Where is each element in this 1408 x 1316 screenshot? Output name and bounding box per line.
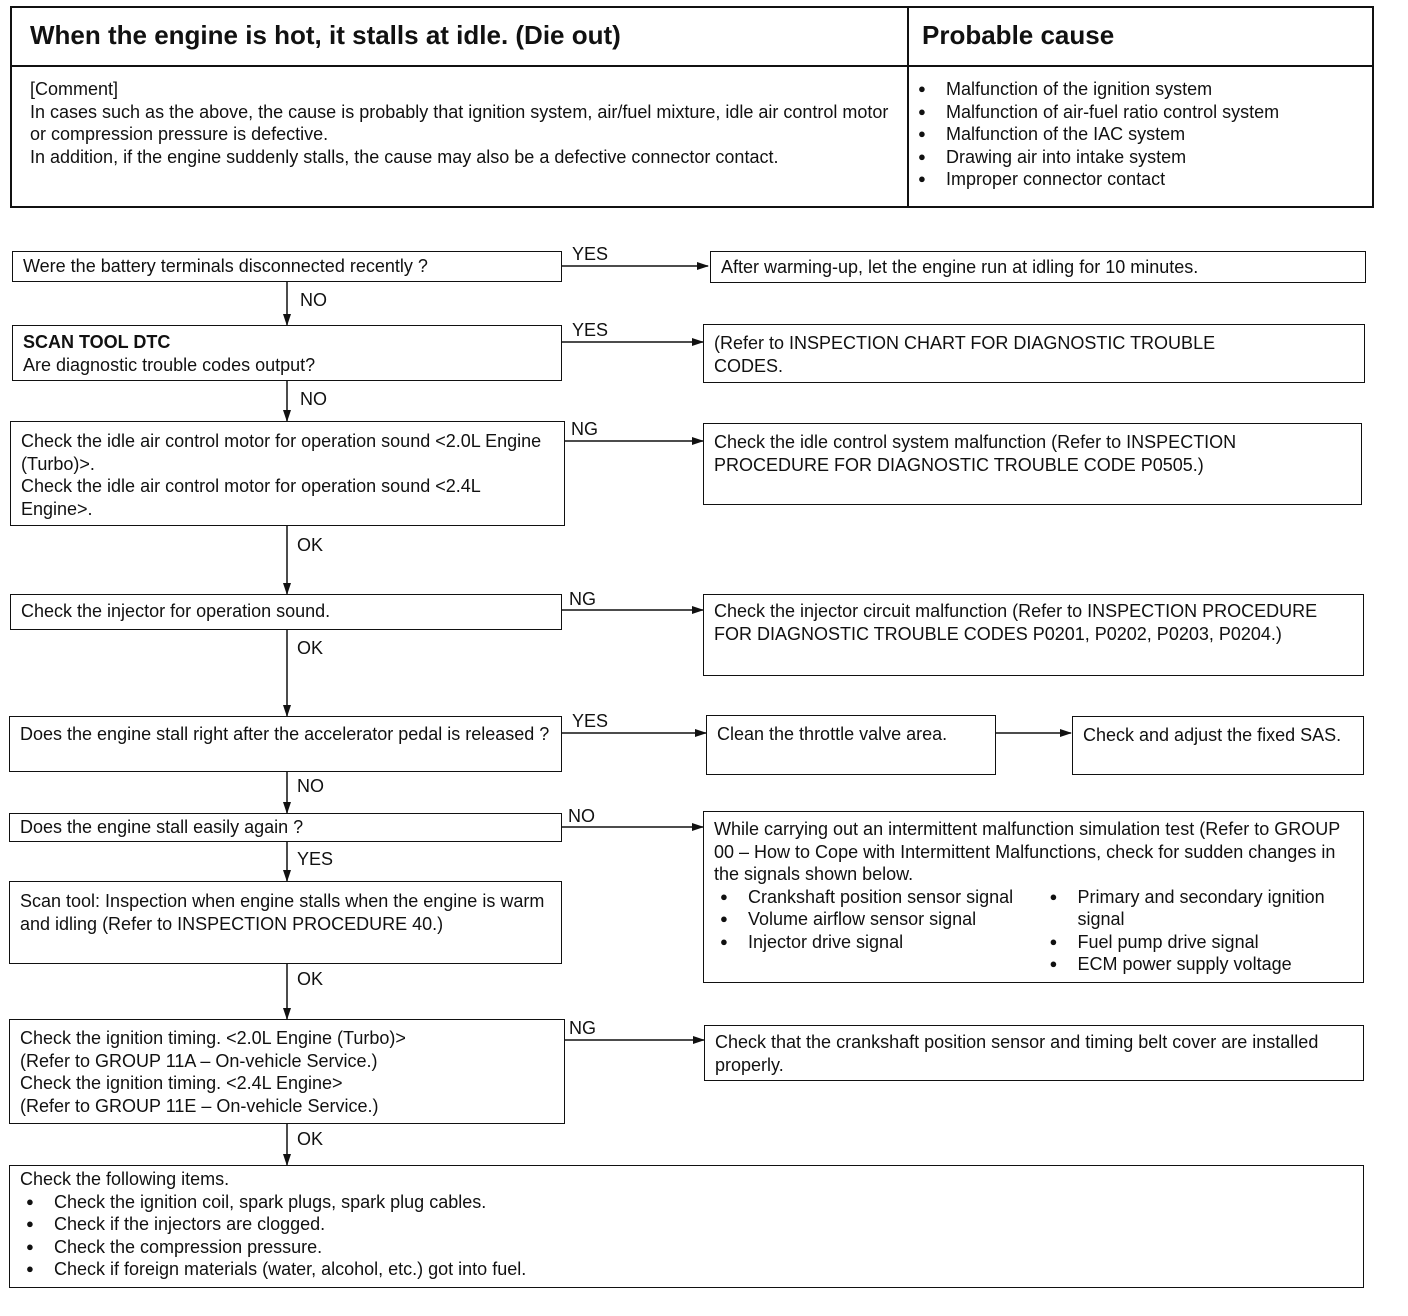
step-text: Are diagnostic trouble codes output? xyxy=(23,354,316,375)
signal-list-left xyxy=(714,886,1024,976)
step-text: Does the engine stall right after the accelerator pedal is released ? xyxy=(20,724,550,744)
result-text: After warming-up, let the engine run at idling for 10 minutes. xyxy=(721,257,1199,277)
check-item: ● Check the ignition coil, spark plugs, spark plug cables. xyxy=(20,1191,1353,1214)
label-yes: YES xyxy=(297,849,334,869)
step-scan-tool-dtc xyxy=(12,325,562,381)
result-text: Clean the throttle valve area. xyxy=(717,724,948,744)
step-check-following-items xyxy=(9,1165,1364,1288)
label-no: NO xyxy=(297,776,324,796)
signal-item: ● Volume airflow sensor signal xyxy=(714,908,1024,931)
step-text: Does the engine stall easily again ? xyxy=(20,817,304,837)
label-yes: YES xyxy=(572,320,609,340)
label-no: NO xyxy=(300,389,327,409)
label-yes: YES xyxy=(572,244,609,264)
comment-line-1: In cases such as the above, the cause is probably that ignition system, air/fuel mixture, idle air control motor or compression pressure is defective. xyxy=(30,101,889,144)
cause-item: ● Malfunction of air-fuel ratio control system xyxy=(912,101,1367,124)
symptom-title: When the engine is hot, it stalls at idle. (Die out) xyxy=(30,20,621,50)
step-title: SCAN TOOL DTC xyxy=(23,332,171,352)
result-warm-up-idle xyxy=(710,251,1366,283)
result-crankshaft-sensor xyxy=(704,1025,1364,1081)
check-items-list xyxy=(20,1191,1353,1281)
step-text: Check the ignition timing. <2.4L Engine> xyxy=(20,1073,343,1093)
step-text: (Refer to GROUP 11E – On-vehicle Service.) xyxy=(20,1095,379,1116)
step-title: Check the following items. xyxy=(20,1169,230,1189)
comment-label: [Comment] xyxy=(30,79,119,99)
label-no: NO xyxy=(300,290,327,310)
label-ok: OK xyxy=(297,1129,324,1149)
result-text: Check the injector circuit malfunction (Refer to INSPECTION PROCEDURE FOR DIAGNOSTIC TROUBLE CODES P0201, P0202, P0203, P0204.) xyxy=(714,601,1318,644)
cause-item: ● Malfunction of the ignition system xyxy=(912,78,1367,101)
label-no: NO xyxy=(568,806,595,826)
cause-item: ● Drawing air into intake system xyxy=(912,146,1367,169)
step-injector-sound xyxy=(10,594,562,630)
step-text: (Refer to GROUP 11A – On-vehicle Service.) xyxy=(20,1050,378,1071)
result-text: Check and adjust the fixed SAS. xyxy=(1083,725,1342,745)
step-battery-question xyxy=(12,251,562,282)
step-scan-tool-inspection xyxy=(9,881,562,964)
step-text: Check the idle air control motor for operation sound <2.0L Engine (Turbo)>. xyxy=(21,431,542,474)
comment-line-2: In addition, if the engine suddenly stalls, the cause may also be a defective connector contact. xyxy=(30,146,779,167)
label-yes: YES xyxy=(572,711,609,731)
step-stall-after-pedal xyxy=(9,716,562,772)
label-ng: NG xyxy=(569,589,596,609)
signal-item: ● Injector drive signal xyxy=(714,931,1024,954)
probable-cause-title: Probable cause xyxy=(922,20,1115,50)
step-iac-sound xyxy=(10,421,565,526)
result-idle-control xyxy=(703,423,1362,505)
step-text: Scan tool: Inspection when engine stalls when the engine is warm and idling (Refer to INSPECTION PROCEDURE 40.) xyxy=(20,891,545,934)
result-dtc-chart xyxy=(703,324,1365,383)
result-text: (Refer to INSPECTION CHART FOR DIAGNOSTIC TROUBLE CODES. xyxy=(714,333,1216,376)
check-item: ● Check the compression pressure. xyxy=(20,1236,1353,1259)
signal-item: ● Crankshaft position sensor signal xyxy=(714,886,1024,909)
label-ok: OK xyxy=(297,969,324,989)
step-stall-easily-again xyxy=(9,813,562,842)
result-intermittent-test xyxy=(703,811,1364,983)
step-text: Check the idle air control motor for operation sound <2.4L Engine>. xyxy=(21,476,481,519)
result-adjust-sas xyxy=(1072,716,1364,775)
signal-list-right xyxy=(1044,886,1354,976)
step-text: Were the battery terminals disconnected recently ? xyxy=(23,256,428,276)
label-ok: OK xyxy=(297,638,324,658)
result-text: While carrying out an intermittent malfunction simulation test (Refer to GROUP 00 – How to Cope with Intermittent Malfunctions, check for sudden changes in the signals shown below. xyxy=(714,819,1340,884)
result-text: Check the idle control system malfunction (Refer to INSPECTION PROCEDURE FOR DIAGNOSTIC TROUBLE CODE P0505.) xyxy=(714,432,1237,475)
step-text: Check the injector for operation sound. xyxy=(21,601,331,621)
result-clean-throttle xyxy=(706,715,996,775)
step-text: Check the ignition timing. <2.0L Engine (Turbo)> xyxy=(20,1028,406,1048)
result-injector-circuit xyxy=(703,594,1364,676)
step-ignition-timing xyxy=(9,1019,565,1124)
label-ng: NG xyxy=(571,419,598,439)
cause-item: ● Improper connector contact xyxy=(912,168,1367,191)
check-item: ● Check if the injectors are clogged. xyxy=(20,1213,1353,1236)
label-ok: OK xyxy=(297,535,324,555)
signal-item: ● Primary and secondary ignition signal xyxy=(1044,886,1354,931)
check-item: ● Check if foreign materials (water, alcohol, etc.) got into fuel. xyxy=(20,1258,1353,1281)
result-text: Check that the crankshaft position sensor and timing belt cover are installed properly. xyxy=(715,1032,1319,1075)
signal-lists xyxy=(714,886,1353,976)
signal-item: ● Fuel pump drive signal xyxy=(1044,931,1354,954)
cause-item: ● Malfunction of the IAC system xyxy=(912,123,1367,146)
signal-item: ● ECM power supply voltage xyxy=(1044,953,1354,976)
label-ng: NG xyxy=(569,1018,596,1038)
